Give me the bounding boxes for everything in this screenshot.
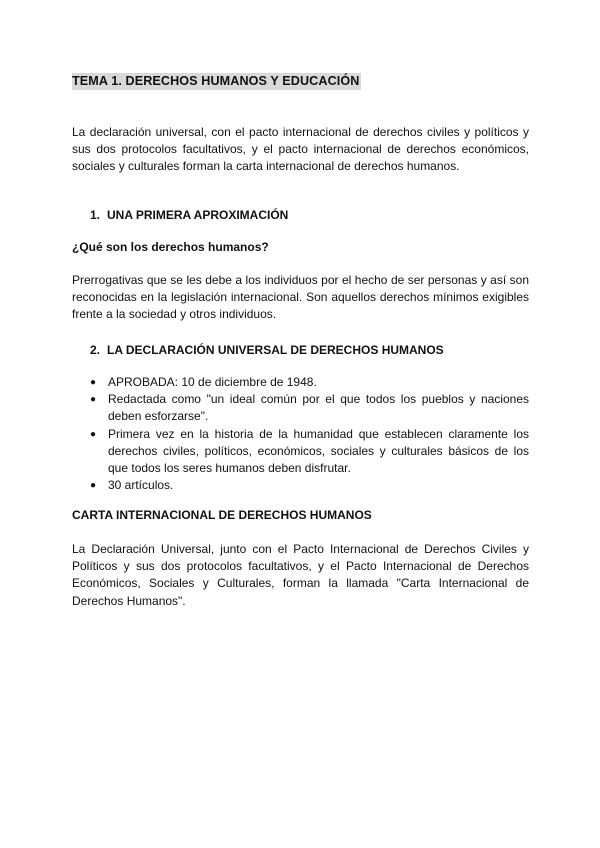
list-item: [90, 374, 529, 391]
section-1-title: UNA PRIMERA APROXIMACIÓN: [107, 208, 289, 222]
section-2-bullet-list: [90, 374, 529, 494]
list-item-text: 30 artículos.: [108, 478, 174, 493]
list-item: [90, 391, 529, 425]
bullet-icon: ●: [90, 377, 97, 388]
section-1-answer: Prerrogativas que se les debe a los individuos por el hecho de ser personas y así son reconocidas en la legislación internacional. Son aquellos derechos mínimos exigibles frente a la sociedad y otros individuos.: [72, 273, 529, 322]
section-1-heading: [90, 208, 288, 222]
bullet-icon: ●: [90, 394, 97, 406]
section-2-title: LA DECLARACIÓN UNIVERSAL DE DERECHOS HUMANOS: [107, 343, 444, 357]
page-title: TEMA 1. DERECHOS HUMANOS Y EDUCACIÓN: [72, 74, 360, 88]
list-item: [90, 426, 529, 478]
section-2-number: 2.: [90, 343, 101, 357]
section-1-question: ¿Qué son los derechos humanos?: [72, 240, 269, 254]
list-item-text: Redactada como "un ideal común por el que todos los pueblos y naciones deben esforzarse".: [108, 392, 529, 424]
section-1-number: 1.: [90, 208, 101, 222]
section-2-heading: [90, 343, 444, 357]
section-3-heading: CARTA INTERNACIONAL DE DERECHOS HUMANOS: [72, 508, 372, 522]
list-item: [90, 477, 529, 494]
list-item-text: APROBADA: 10 de diciembre de 1948.: [108, 375, 317, 389]
intro-paragraph: La declaración universal, con el pacto internacional de derechos civiles y políticos y sus dos protocolos facultativos, y el pacto internacional de derechos económicos, sociales y culturales forman la carta internacional de derechos humanos.: [72, 125, 529, 174]
list-item-text: Primera vez en la historia de la humanidad que establecen claramente los derechos civiles, políticos, económicos, sociales y culturales básicos de los que todos los seres humanos deben disfrutar.: [108, 426, 529, 476]
bullet-icon: ●: [90, 428, 97, 440]
bullet-icon: ●: [90, 480, 97, 492]
section-3-paragraph: La Declaración Universal, junto con el Pacto Internacional de Derechos Civiles y Políticos y sus dos protocolos facultativos, y el Pacto Internacional de Derechos Económicos, Sociales y Culturales, forman la llamada "Carta Internacional de Derechos Humanos".: [72, 542, 529, 608]
